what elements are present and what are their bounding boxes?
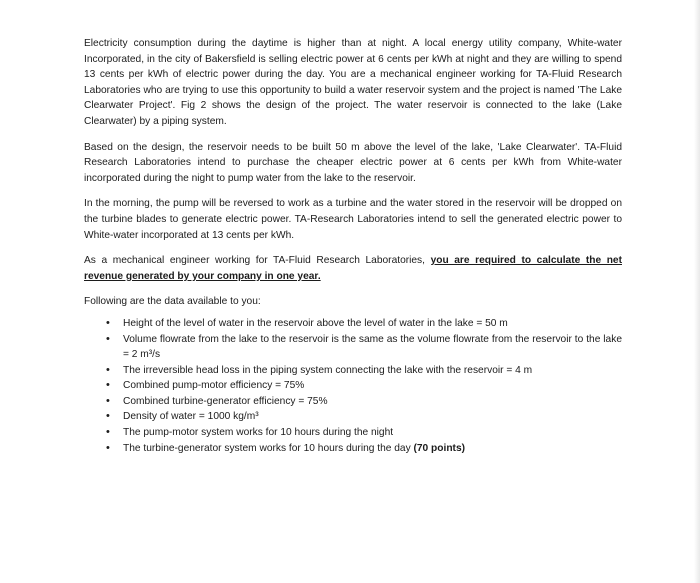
bullet-icon: • (106, 332, 110, 345)
bullet-icon: • (106, 410, 110, 423)
paragraph-turbine: In the morning, the pump will be reversed to work as a turbine and the water stored in the reservoir will be dropped on the turbine blades to generate electric power. TA-Research Laboratories intend to sell the generated electric power to White-water incorporated at 13 cents per kWh. (84, 198, 622, 241)
data-list (84, 316, 622, 456)
list-item (106, 316, 622, 332)
list-item-text: Combined turbine-generator efficiency = 75% (123, 395, 328, 407)
bullet-icon: • (106, 426, 110, 439)
document-body (84, 36, 622, 456)
list-item (106, 363, 622, 379)
list-item-text: Density of water = 1000 kg/m³ (123, 411, 259, 423)
list-item-text: Height of the level of water in the reservoir above the level of water in the lake = 50 m (123, 317, 508, 329)
list-item-text: The irreversible head loss in the piping system connecting the lake with the reservoir = 4 m (123, 364, 533, 376)
paragraph-task (84, 253, 622, 284)
task-prefix: As a mechanical engineer working for TA-Fluid Research Laboratories, (84, 255, 431, 267)
paragraph-data-intro: Following are the data available to you: (84, 296, 261, 308)
list-item (106, 378, 622, 394)
list-item (106, 409, 622, 425)
task-requirement: you are required to calculate the net revenue generated by your company in one year. (84, 255, 622, 282)
list-item-text: Combined pump-motor efficiency = 75% (123, 380, 305, 392)
points-label: (70 points) (413, 442, 466, 454)
list-item (106, 332, 622, 363)
list-item (106, 425, 622, 441)
bullet-icon: • (106, 394, 110, 407)
bullet-icon: • (106, 379, 110, 392)
bullet-icon: • (106, 363, 110, 376)
list-item-text: The turbine-generator system works for 10 hours during the day (123, 442, 414, 454)
page-edge-shadow (694, 0, 700, 583)
bullet-icon: • (106, 316, 110, 329)
list-item (106, 394, 622, 410)
list-item-text: Volume flowrate from the lake to the reservoir is the same as the volume flowrate from the reservoir to the lake = 2 m³/s (123, 333, 622, 361)
list-item-text: The pump-motor system works for 10 hours during the night (123, 427, 394, 439)
paragraph-design: Based on the design, the reservoir needs to be built 50 m above the level of the lake, 'Lake Clearwater'. TA-Fluid Research Laboratories intend to purchase the cheaper electric power at 6 cents per kWh from White-water incorporated during the night to pump water from the lake to the reservoir. (84, 141, 622, 184)
paragraph-intro: Electricity consumption during the daytime is higher than at night. A local energy utility company, White-water Incorporated, in the city of Bakersfield is selling electric power at 6 cents per kWh at night and they are willing to spend 13 cents per kWh of electric power during the day. You are a mechanical engineer working for TA-Fluid Research Laboratories who are trying to use this opportunity to build a water reservoir system and the project is named 'The Lake Clearwater Project'. Fig 2 shows the design of the project. The water reservoir is connected to the lake (Lake Clearwater) by a piping system. (84, 38, 622, 127)
bullet-icon: • (106, 441, 110, 454)
list-item (106, 441, 622, 457)
